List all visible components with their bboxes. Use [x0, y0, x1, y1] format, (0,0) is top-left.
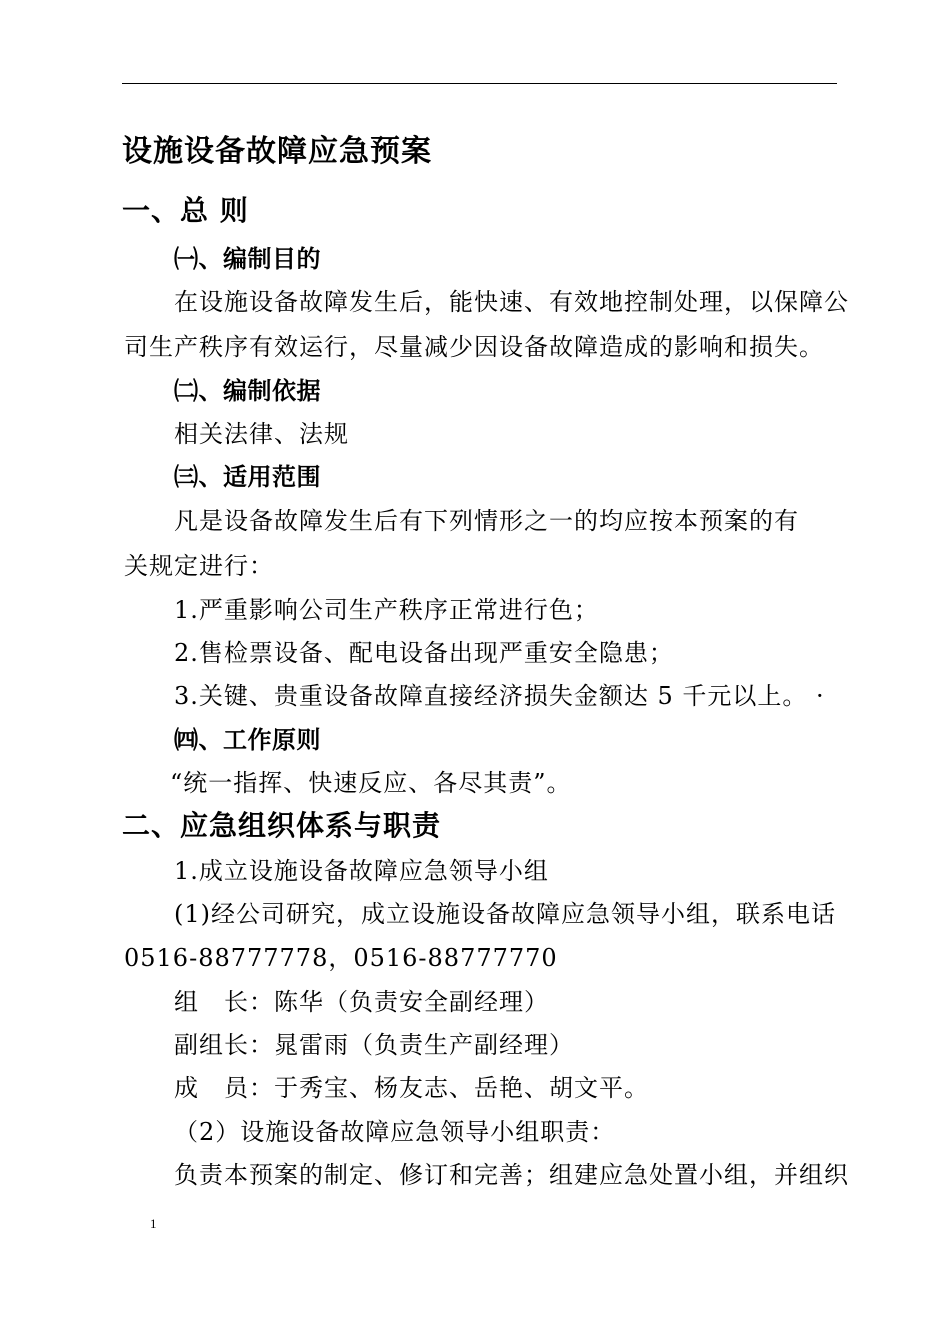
scope-item-2: 2.售检票设备、配电设备出现严重安全隐患；	[174, 639, 674, 667]
section-2-heading: 二、应急组织体系与职责	[122, 809, 442, 842]
purpose-heading: ㈠、编制目的	[174, 245, 321, 273]
page-number: 1	[150, 1216, 157, 1231]
basis-heading: ㈡、编制依据	[174, 377, 321, 405]
group-leader: 组 长：陈华（负责安全副经理）	[174, 988, 549, 1016]
scope-text-line-1: 凡是设备故障发生后有下列情形之一的均应按本预案的有	[174, 507, 799, 535]
duties-heading: （2）设施设备故障应急领导小组职责：	[174, 1118, 616, 1146]
group-members: 成 员：于秀宝、杨友志、岳艳、胡文平。	[174, 1074, 649, 1102]
duties-text-line-1: 负责本预案的制定、修订和完善；组建应急处置小组，并组织	[174, 1161, 849, 1189]
scope-item-3: 3.关键、贵重设备故障直接经济损失金额达 5 千元以上。 ·	[174, 682, 825, 710]
purpose-text-line-1: 在设施设备故障发生后，能快速、有效地控制处理，以保障公	[174, 288, 849, 316]
principle-heading: ㈣、工作原则	[174, 726, 321, 754]
principle-text: “统一指挥、快速反应、各尽其责”。	[170, 769, 572, 797]
basis-text: 相关法律、法规	[174, 420, 349, 448]
scope-item-1: 1.严重影响公司生产秩序正常进行色；	[174, 596, 599, 624]
contact-phone-numbers: 0516-88777778，0516-88777770	[124, 944, 558, 972]
org-item-1: 1.成立设施设备故障应急领导小组	[174, 857, 549, 885]
deputy-leader: 副组长：晁雷雨（负责生产副经理）	[174, 1031, 574, 1059]
scope-heading: ㈢、适用范围	[174, 463, 321, 491]
purpose-text-line-2: 司生产秩序有效运行，尽量减少因设备故障造成的影响和损失。	[124, 333, 824, 361]
section-1-heading: 一、总 则	[122, 194, 249, 227]
document-title: 设施设备故障应急预案	[122, 134, 432, 169]
header-rule	[122, 83, 837, 84]
org-item-1-text-line-1: (1)经公司研究，成立设施设备故障应急领导小组，联系电话	[174, 900, 836, 928]
scope-text-line-2: 关规定进行：	[124, 552, 274, 580]
